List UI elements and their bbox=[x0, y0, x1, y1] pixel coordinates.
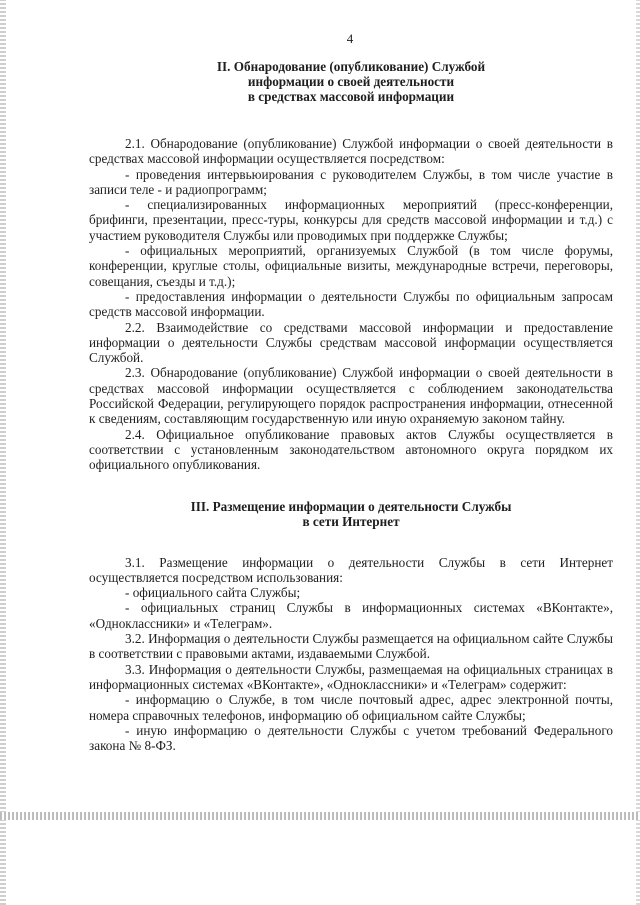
heading-line: в сети Интернет bbox=[302, 513, 400, 529]
section-3-heading bbox=[89, 499, 613, 529]
document-body bbox=[89, 59, 613, 753]
list-item-official-events: - официальных мероприятий, организуемых Службой (в том числе форумы, конференции, круглые столы, официальные визиты, международные встречи, переговоры, совещания, съезды и т.д.); bbox=[89, 243, 613, 289]
paragraph-3-1: 3.1. Размещение информации о деятельности Службы в сети Интернет осуществляется посредством использования: bbox=[89, 554, 613, 585]
heading-line: в средствах массовой информации bbox=[247, 89, 455, 104]
paragraph-2-1: 2.1. Обнародование (опубликование) Службой информации о своей деятельности в средствах массовой информации осуществляется посредством: bbox=[89, 136, 613, 167]
section-2-heading bbox=[89, 59, 613, 104]
paragraph-3-2: 3.2. Информация о деятельности Службы размещается на официальном сайте Службы в соответствии с правовыми актами, издаваемыми Службой. bbox=[89, 631, 613, 662]
list-item-other-info: - иную информацию о деятельности Службы с учетом требований Федерального закона № 8-ФЗ. bbox=[89, 722, 613, 754]
paragraph-2-2: 2.2. Взаимодействие со средствами массовой информации и предоставление информации о деятельности Службы средствам массовой информации осуществляется Службой. bbox=[89, 319, 613, 366]
list-item-special-events: - специализированных информационных мероприятий (пресс-конференции, брифинги, презентации, пресс-туры, конкурсы для средств массовой информации и т.д.) с участием руководителя Службы или проводимых при поддержке Службы; bbox=[89, 197, 613, 243]
heading-line: информации о своей деятельности bbox=[247, 74, 455, 89]
heading-line: III. Размещение информации о деятельности Службы bbox=[190, 498, 512, 514]
list-item-service-info: - информацию о Службе, в том числе почтовый адрес, адрес электронной почты, номера справочных телефонов, информацию об официальном сайте Службы; bbox=[89, 692, 613, 723]
list-item-official-site: - официального сайта Службы; bbox=[125, 585, 301, 601]
list-item-official-pages: - официальных страниц Службы в информационных системах «ВКонтакте», «Одноклассники» и «Телеграм». bbox=[89, 600, 613, 631]
page-number: 4 bbox=[346, 31, 354, 46]
paragraph-2-3: 2.3. Обнародование (опубликование) Службой информации о своей деятельности в средствах массовой информации осуществляется с соблюдением законодательства Российской Федерации, регулирующего порядок распространения информации, отнесенной к сведениям, составляющим государственную или иную охраняемую законом тайну. bbox=[89, 365, 613, 427]
list-item-media-requests: - предоставления информации о деятельности Службы по официальным запросам средств массовой информации. bbox=[89, 288, 613, 320]
scan-edge-right bbox=[636, 0, 640, 905]
paragraph-2-4: 2.4. Официальное опубликование правовых актов Службы осуществляется в соответствии с установленным законодательством автономного округа порядком их официального опубликования. bbox=[89, 426, 613, 473]
paragraph-3-3: 3.3. Информация о деятельности Службы, размещаемая на официальных страницах в информационных системах «ВКонтакте», «Одноклассники» и «Телеграм» содержит: bbox=[89, 661, 613, 692]
scan-edge-left bbox=[0, 0, 6, 905]
scan-edge-bottom bbox=[0, 812, 640, 820]
list-item-interviews: - проведения интервьюирования с руководителем Службы, в том числе участие в записи теле - и радиопрограмм; bbox=[89, 166, 613, 197]
heading-line: II. Обнародование (опубликование) Службой bbox=[216, 59, 486, 74]
